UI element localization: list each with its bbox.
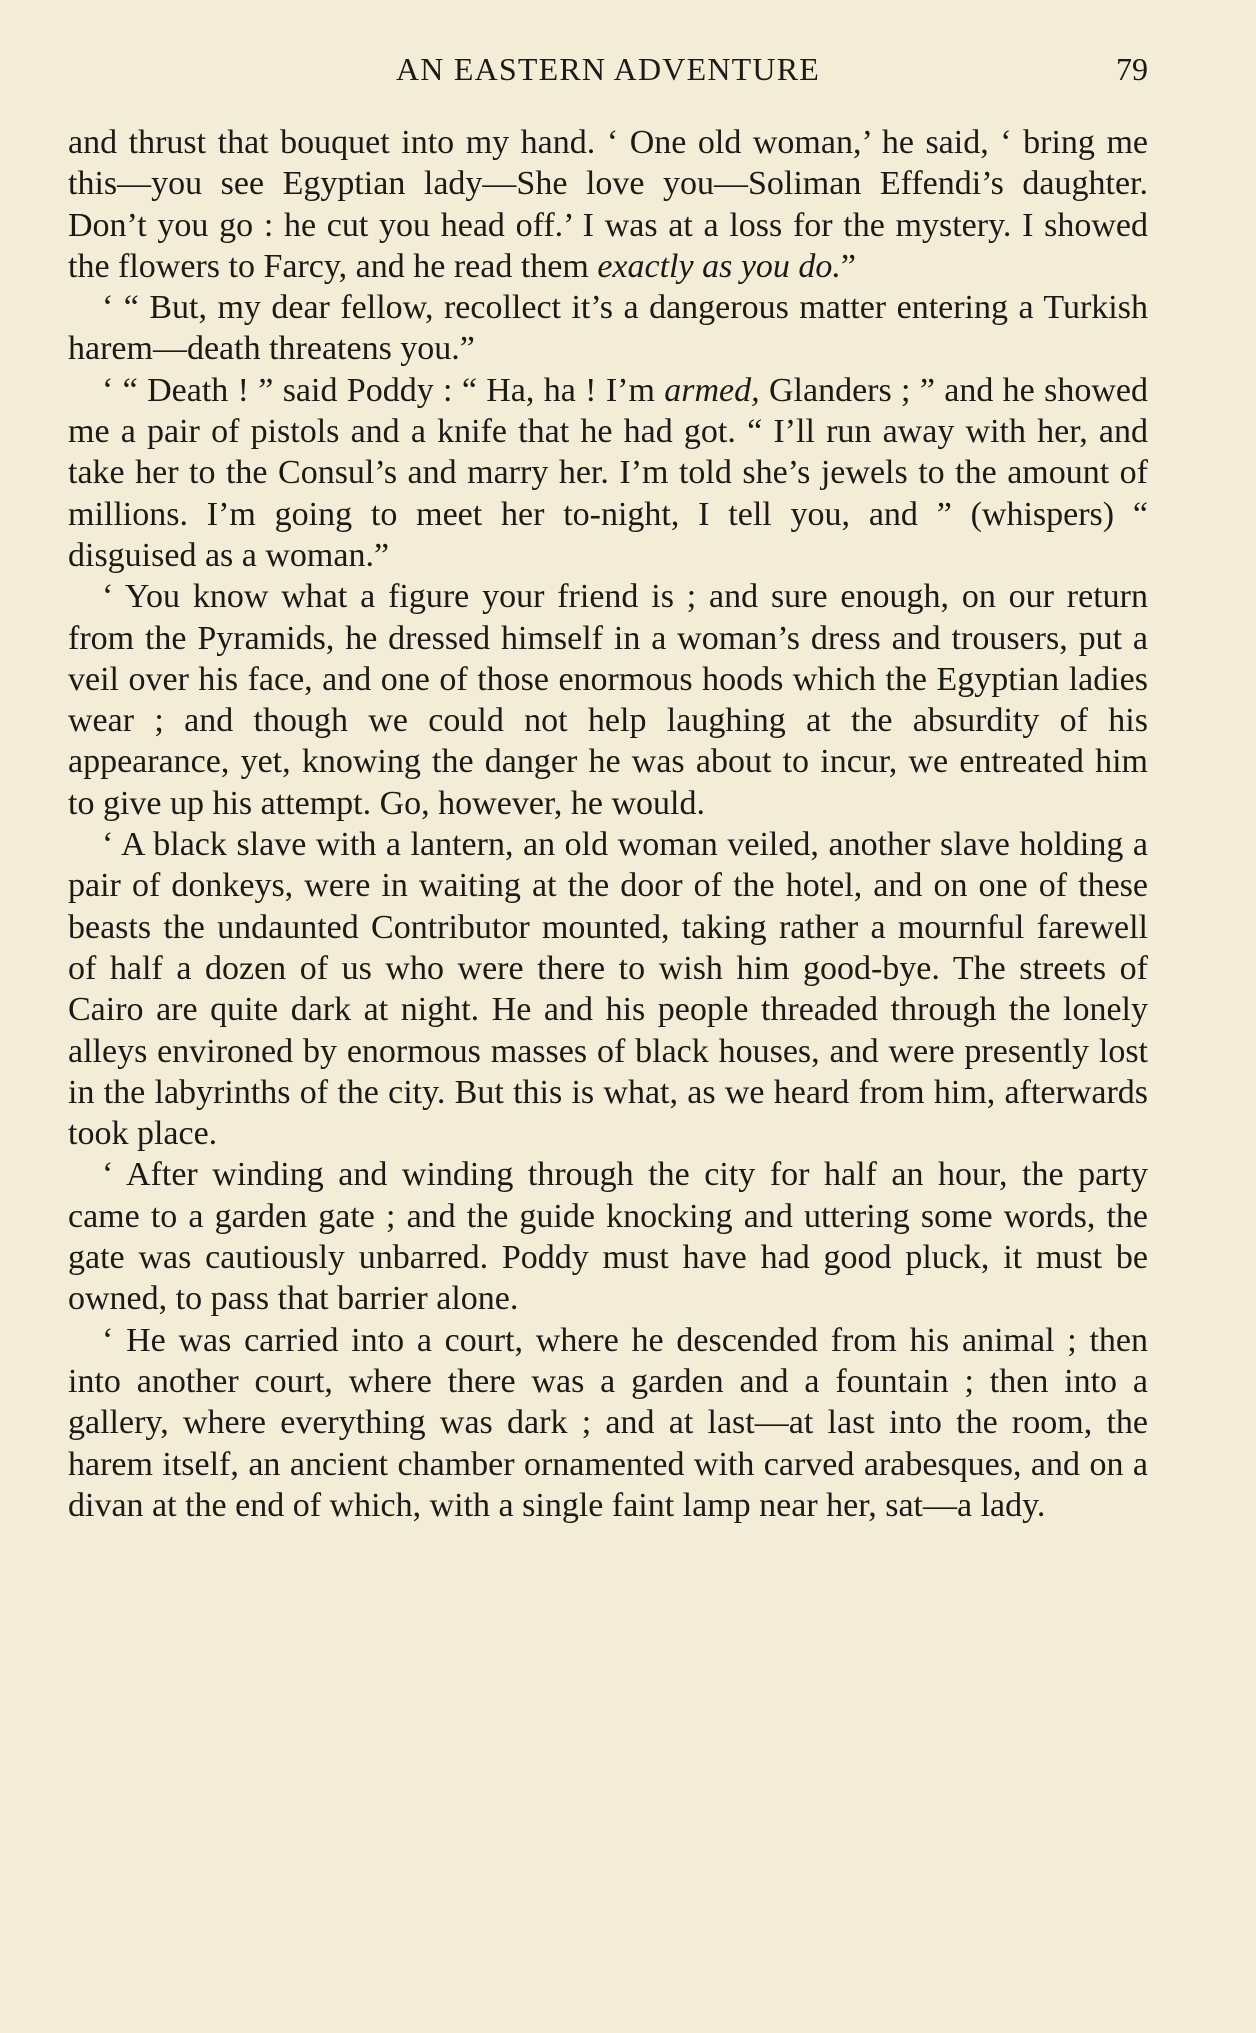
paragraph-3-text-a: ‘ “ Death ! ” said Poddy : “ Ha, ha ! I’m <box>102 371 665 409</box>
paragraph-1 <box>68 122 1148 287</box>
paragraph-1-close: ” <box>840 247 856 285</box>
page-number: 79 <box>1116 51 1148 87</box>
paragraph-1-text: and thrust that bouquet into my hand. ‘ One old woman,’ he said, ‘ bring me this—you see Egyptian lady—She love you—Soliman Effendi’s daughter. Don’t you go : he cut you head off.’ I was at a loss for the mystery. I showed the flowers to Farcy, and he read them <box>68 124 1148 285</box>
paragraph-2: ‘ “ But, my dear fellow, recollect it’s a dangerous matter entering a Turkish harem—death threatens you.” <box>68 289 1148 368</box>
body-text <box>68 122 1148 1526</box>
paragraph-3 <box>68 370 1148 576</box>
paragraph-7: ‘ He was carried into a court, where he descended from his animal ; then into another court, where there was a garden and a fountain ; then into a gallery, where everything was dark ; and at last—at last into the room, the harem itself, an ancient chamber ornamented with carved arabesques, and on a divan at the end of which, with a single faint lamp near her, sat—a lady. <box>68 1321 1148 1524</box>
paragraph-6: ‘ After winding and winding through the city for half an hour, the party came to a garden gate ; and the guide knocking and uttering some words, the gate was cautiously unbarred. Poddy must have had good pluck, it must be owned, to pass that barrier alone. <box>68 1156 1148 1318</box>
paragraph-1-italic: exactly as you do. <box>597 247 841 285</box>
paragraph-3-text-c: Glanders ; ” and he showed me a pair of pistols and a knife that he had got. “ I’ll run away with her, and take her to the Consul’s and marry her. I’m told she’s jewels to the amount of millions. I’m going to meet her to-night, I tell you, and ” (whispers) “ disguised as a woman.” <box>68 371 1148 574</box>
running-head <box>68 44 1148 94</box>
paragraph-5: ‘ A black slave with a lantern, an old woman veiled, another slave holding a pair of donkeys, were in waiting at the door of the hotel, and on one of these beasts the undaunted Contributor mounted, taking rather a mournful farewell of half a dozen of us who were there to wish him good-bye. The streets of Cairo are quite dark at night. He and his people threaded through the lonely alleys environed by enormous masses of black houses, and were presently lost in the labyrinths of the city. But this is what, as we heard from him, afterwards took place. <box>68 826 1148 1153</box>
paragraph-4: ‘ You know what a figure your friend is ; and sure enough, on our return from the Pyramids, he dressed himself in a woman’s dress and trousers, put a veil over his face, and one of those enormous hoods which the Egyptian ladies wear ; and though we could not help laughing at the absurdity of his appearance, yet, knowing the danger he was about to incur, we entreated him to give up his attempt. Go, however, he would. <box>68 578 1148 822</box>
running-title: AN EASTERN ADVENTURE <box>396 51 820 87</box>
paragraph-3-italic: armed, <box>664 371 760 409</box>
